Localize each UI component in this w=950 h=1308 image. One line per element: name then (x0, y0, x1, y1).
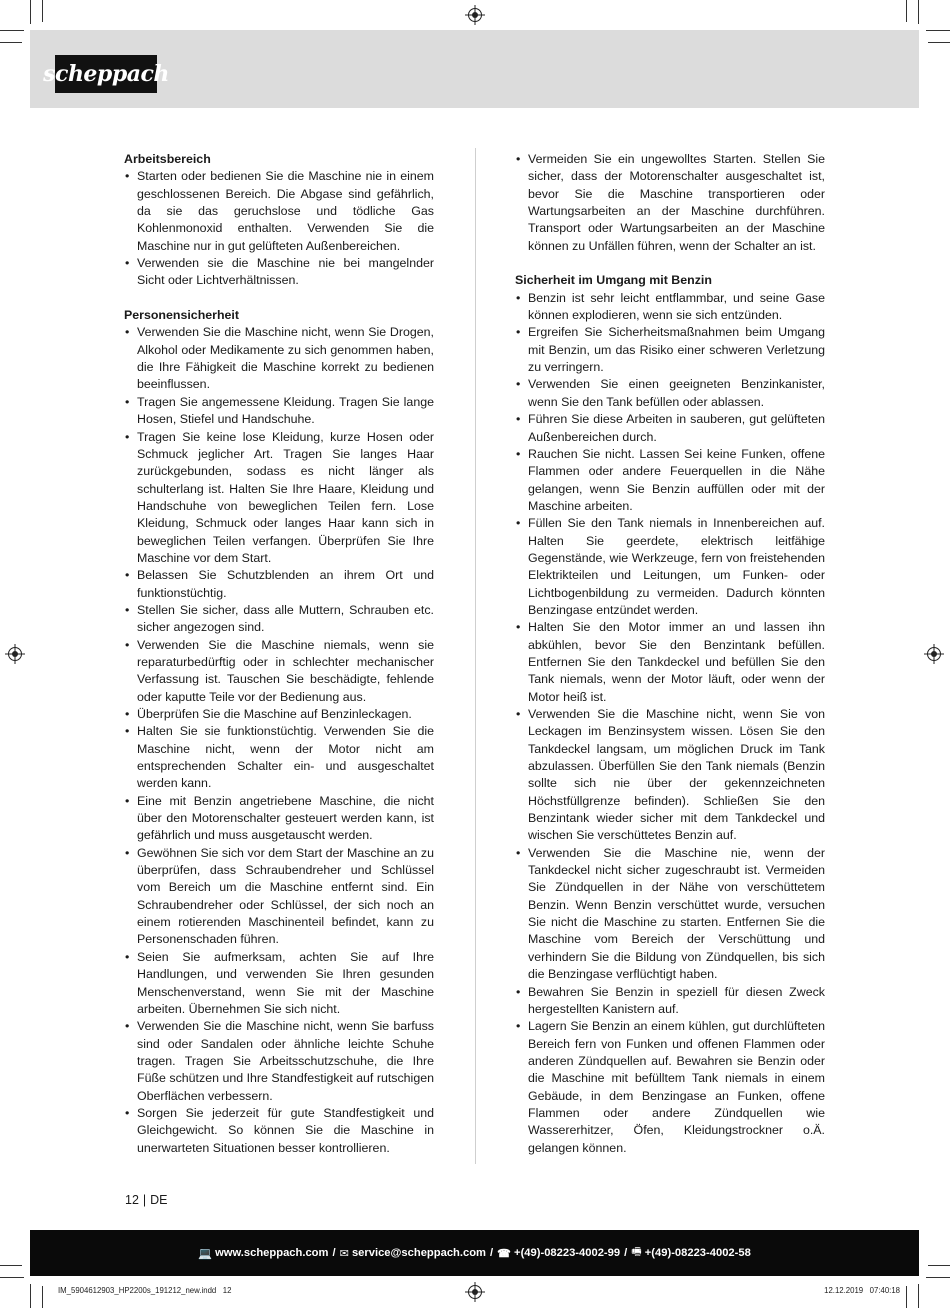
list-item: • Seien Sie aufmerksam, achten Sie auf Ihre Handlungen, und verwenden Sie Ihren gesunden Menschenverstand, wenn Sie mit der Maschine arbeiten. Übernehmen Sie sich nicht. (124, 949, 434, 1018)
registration-mark-icon (468, 1285, 482, 1299)
list-item: • Vermeiden Sie ein ungewolltes Starten. Stellen Sie sicher, dass der Motorenschalter ausgeschaltet ist, bevor Sie die Maschine transportieren oder Wartungsarbeiten an der Maschine durchführen. Transport oder Wartungsarbeiten an der Maschine können zu Unfällen führen, wenn der Schalter an ist. (515, 151, 825, 255)
list-item: • Führen Sie diese Arbeiten in sauberen, gut gelüfteten Außenbereichen durch. (515, 411, 825, 446)
list-item: • Verwenden Sie einen geeigneten Benzinkanister, wenn Sie den Tank befüllen oder ablassen. (515, 376, 825, 411)
section-benzin (515, 272, 825, 1157)
fax-number: +(49)-08223-4002-58 (644, 1247, 751, 1259)
footer-separator: / (624, 1247, 628, 1259)
crop-mark (918, 0, 919, 24)
registration-mark-icon (927, 647, 941, 661)
list-item: • Tragen Sie keine lose Kleidung, kurze Hosen oder Schmuck jeglicher Art. Tragen Sie langes Haar zurückgebunden, sodass es nicht länger als schulterlang ist. Halten Sie Ihre Haare, Kleidung und Handschuhe von beweglichen Teilen fern. Lose Kleidung, Schmuck oder langes Haar kann sich in beweglichen Teilen verfangen. Überprüfen Sie Ihre Maschine vor dem Start. (124, 429, 434, 568)
footer-separator: / (490, 1247, 494, 1259)
crop-mark (906, 0, 907, 22)
section-arbeitsbereich (124, 151, 434, 290)
list-item: • Verwenden Sie die Maschine niemals, wenn sie reparaturbedürftig oder in schlechter mechanischer Verfassung ist. Tauschen Sie beschädigte, fehlende oder kaputte Teile vor der Bedienung aus. (124, 637, 434, 706)
phone-number: +(49)-08223-4002-99 (514, 1247, 621, 1259)
slug-timestamp: 12.12.2019 07:40:18 (824, 1286, 900, 1295)
registration-mark-icon (8, 647, 22, 661)
crop-mark (0, 30, 24, 31)
list-item: • Stellen Sie sicher, dass alle Muttern, Schrauben etc. sicher angezogen sind. (124, 602, 434, 637)
bullet-list (515, 290, 825, 1157)
crop-mark (0, 42, 22, 43)
left-column (124, 151, 434, 1174)
list-item: • Starten oder bedienen Sie die Maschine nie in einem geschlossenen Bereich. Die Abgase sind gefährlich, da sie das geruchslose und tödliche Gas Kohlenmonoxid enthalten. Verwenden Sie die Maschine nur in gut gelüfteten Außenbereichen. (124, 168, 434, 255)
section-heading: Sicherheit im Umgang mit Benzin (515, 273, 712, 288)
list-item: • Rauchen Sie nicht. Lassen Sei keine Funken, offene Flammen oder andere Feuerquellen in die Nähe gelangen, wenn Sie Benzin auffüllen oder mit der Maschine arbeiten. (515, 446, 825, 515)
email-link[interactable]: service@scheppach.com (351, 1247, 486, 1259)
slug-filename: IM_5904612903_HP2200s_191212_new.indd 12 (58, 1286, 232, 1295)
language-code: DE (150, 1193, 168, 1207)
crop-mark (928, 42, 950, 43)
footer-separator: / (332, 1247, 336, 1259)
crop-mark (42, 1286, 43, 1308)
crop-mark (918, 1284, 919, 1308)
fax-icon: 🖷 (631, 1245, 642, 1258)
list-item: • Verwenden Sie die Maschine nicht, wenn Sie Drogen, Alkohol oder Medikamente zu sich genommen haben, die Ihre Fähigkeit die Maschine korrekt zu bedienen beeinflussen. (124, 324, 434, 393)
crop-mark (0, 1277, 24, 1278)
section-personensicherheit (124, 307, 434, 1157)
list-item: • Überprüfen Sie die Maschine auf Benzinleckagen. (124, 706, 434, 723)
section-heading: Personensicherheit (124, 308, 240, 323)
bullet-list (124, 324, 434, 1157)
list-item: • Belassen Sie Schutzblenden an ihrem Ort und funktionstüchtig. (124, 567, 434, 602)
list-item: • Sorgen Sie jederzeit für gute Standfestigkeit und Gleichgewicht. So können Sie die Maschine in unerwarteten Situationen besser kontrollieren. (124, 1105, 434, 1157)
crop-mark (42, 0, 43, 22)
registration-mark-icon (468, 8, 482, 22)
page-number (125, 1193, 168, 1207)
brand-logo: scheppach (55, 55, 157, 93)
crop-mark (926, 1277, 950, 1278)
list-item: • Verwenden Sie die Maschine nicht, wenn Sie barfuss sind oder Sandalen oder ähnliche leichte Schuhe tragen. Tragen Sie Arbeitsschutzschuhe, die Ihre Füße schützen und Ihre Standfestigkeit auf rutschigen Oberflächen verbessern. (124, 1018, 434, 1105)
list-item: • Bewahren Sie Benzin in speziell für diesen Zweck hergestellten Kanistern auf. (515, 984, 825, 1019)
list-item: • Halten Sie den Motor immer an und lassen ihn abkühlen, bevor Sie den Benzintank befüllen. Entfernen Sie den Tankdeckel und befüllen Sie den Tank niemals, wenn der Motor läuft, oder wenn der Motor heiß ist. (515, 619, 825, 706)
web-icon: 💻 (198, 1247, 213, 1260)
website-link[interactable]: www.scheppach.com (215, 1247, 329, 1259)
crop-mark (30, 1284, 31, 1308)
list-item: • Eine mit Benzin angetriebene Maschine, die nicht über den Motorenschalter gesteuert werden kann, ist gefährlich und muss ausgetauscht werden. (124, 793, 434, 845)
footer-contact-bar (30, 1230, 919, 1276)
phone-icon: ☎ (497, 1247, 512, 1260)
list-item: • Lagern Sie Benzin an einem kühlen, gut durchlüfteten Bereich fern von Funken und offenen Flammen oder anderen Zündquellen auf. Bewahren sie Benzin oder die Maschine mit befülltem Tank niemals in einem Gebäude, in dem Benzingase an Funken, offene Flammen oder andere Zündquellen wie Wassererhitzer, Öfen, Kleidungstrockner o.Ä. gelangen können. (515, 1018, 825, 1157)
page-number-separator: | (142, 1193, 147, 1207)
list-item: • Füllen Sie den Tank niemals in Innenbereichen auf. Halten Sie geerdete, elektrisch leitfähige Gegenstände, wie Werkzeuge, fern von freistehenden Elektrikteilen und Leitungen, um Funken- oder Lichtbogenbildung zu vermeiden. Dadurch könnten Benzingase entzündet werden. (515, 515, 825, 619)
right-column (515, 151, 825, 1174)
crop-mark (0, 1265, 22, 1266)
section-heading: Arbeitsbereich (124, 152, 211, 166)
column-divider (475, 148, 476, 1164)
crop-mark (926, 30, 950, 31)
list-item: • Verwenden Sie die Maschine nie, wenn der Tankdeckel nicht sicher zugeschraubt ist. Vermeiden Sie Zündquellen in der Nähe von verschüttetem Benzin. Wenn Benzin verschüttet wurde, versuchen Sie nicht die Maschine zu starten. Entfernen Sie die Maschine vom Bereich der Verschüttung und verhindern Sie die Bildung von Zündquellen, bis sich die Benzingase verflüchtigt haben. (515, 845, 825, 984)
bullet-list (515, 151, 825, 255)
page-number-value: 12 (125, 1193, 139, 1207)
crop-mark (928, 1265, 950, 1266)
list-item: • Ergreifen Sie Sicherheitsmaßnahmen beim Umgang mit Benzin, um das Risiko einer schweren Verletzung zu verringern. (515, 324, 825, 376)
crop-mark (906, 1286, 907, 1308)
bullet-list (124, 168, 434, 289)
list-item: • Verwenden sie die Maschine nie bei mangelnder Sicht oder Lichtverhältnissen. (124, 255, 434, 290)
mail-icon: ✉ (339, 1247, 349, 1260)
list-item: • Verwenden Sie die Maschine nicht, wenn Sie von Leckagen im Benzinsystem wissen. Lösen Sie den Tankdeckel langsam, um möglichen Druck im Tank abzulassen. Überfüllen Sie den Tank niemals (Benzin sollte sich nie über der gekennzeichneten Höchstfüllgrenze befinden). Schließen Sie den Benzintank wieder sicher mit dem Tankdeckel und wischen Sie verschüttetes Benzin auf. (515, 706, 825, 845)
section-intro (515, 151, 825, 255)
list-item: • Benzin ist sehr leicht entflammbar, und seine Gase können explodieren, wenn sie sich entzünden. (515, 290, 825, 325)
crop-mark (30, 0, 31, 24)
list-item: • Gewöhnen Sie sich vor dem Start der Maschine an zu überprüfen, dass Schraubendreher und Schlüssel vom Bereich um die Maschine entfernt sind. Ein Schraubendreher oder Schlüssel, der sich noch an einem rotierenden Maschinenteil befindet, kann zu Personenschaden führen. (124, 845, 434, 949)
list-item: • Halten Sie sie funktionstüchtig. Verwenden Sie die Maschine nicht, wenn der Motor nicht am entsprechenden Schalter ein- und ausgeschaltet werden kann. (124, 723, 434, 792)
list-item: • Tragen Sie angemessene Kleidung. Tragen Sie lange Hosen, Stiefel und Handschuhe. (124, 394, 434, 429)
